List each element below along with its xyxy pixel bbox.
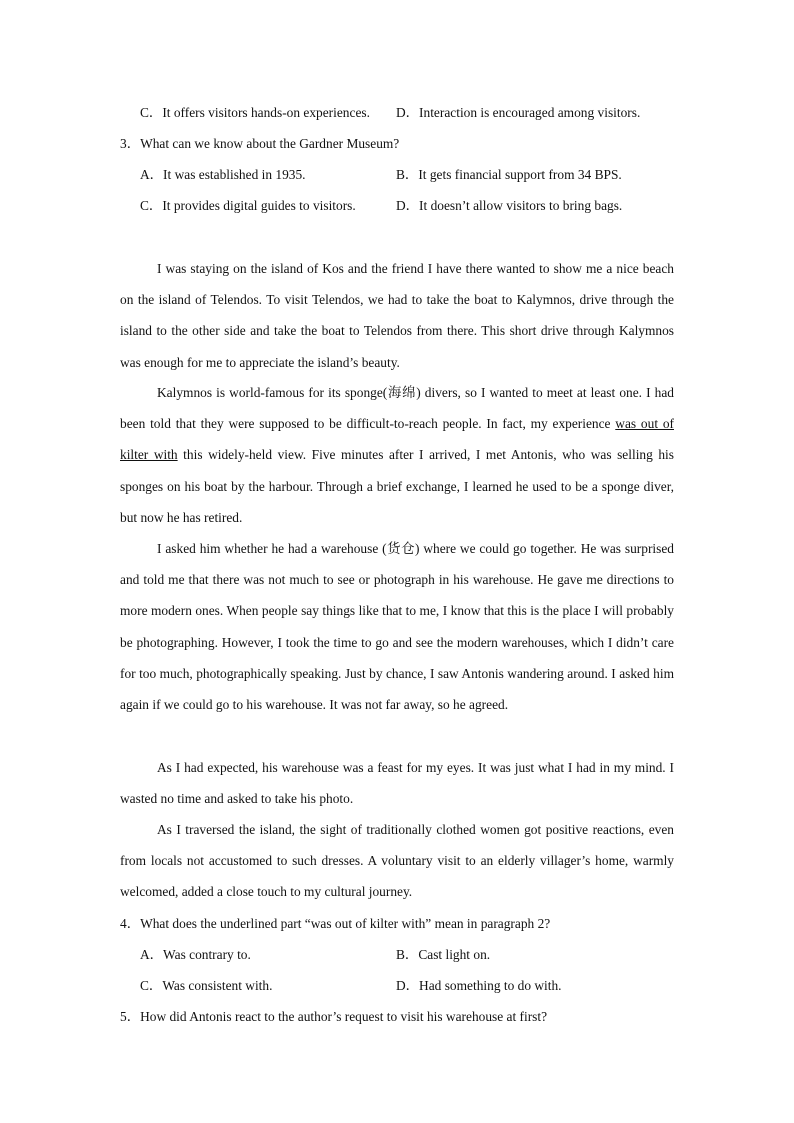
passage-paragraph-3: I asked him whether he had a warehouse (货仓) where we could go together. He was surprised and told me that there was not much to see or photograph in his warehouse. He gave me directions to more modern ones. When people say things like that to me, I know that this is the place I will probably be photographing. However, I took the time to go and see the modern warehouses, which I didn’t care for too much, photographically speaking. Just by chance, I saw Antonis wandering around. I asked him again if we could go to his warehouse. It was not far away, so he agreed. (120, 541, 674, 713)
q4-stem: 4．What does the underlined part “was out of kilter with” mean in paragraph 2? (120, 916, 551, 931)
passage-paragraph-1: I was staying on the island of Kos and the friend I have there wanted to show me a nice beach on the island of Telendos. To visit Telendos, we had to take the boat to Kalymnos, drive through the island to the other side and take the boat to Telendos from there. This short drive through Kalymnos was enough for me to appreciate the island’s beauty. (120, 261, 674, 370)
q3-option-c: C．It provides digital guides to visitors. (140, 198, 356, 213)
passage-paragraph-4: As I had expected, his warehouse was a feast for my eyes. It was just what I had in my mind. I wasted no time and asked to take his photo. (120, 760, 674, 807)
q3-stem: 3．What can we know about the Gardner Museum? (120, 136, 400, 151)
q4-option-b: B．Cast light on. (396, 947, 491, 962)
q5-stem: 5．How did Antonis react to the author’s request to visit his warehouse at first? (120, 1009, 548, 1024)
q4-option-c: C．Was consistent with. (140, 978, 273, 993)
q3-option-a: A．It was established in 1935. (140, 167, 306, 182)
q3-option-d: D．It doesn’t allow visitors to bring bags. (396, 198, 623, 213)
q4-option-a: A．Was contrary to. (140, 947, 251, 962)
paragraph-2-text-before: Kalymnos is world-famous for its sponge(海绵) divers, so I wanted to meet at least one. I had been told that they were supposed to be difficult-to-reach people. In fact, my experience (120, 385, 674, 432)
q4-option-d: D．Had something to do with. (396, 978, 562, 993)
passage-paragraph-5: As I traversed the island, the sight of traditionally clothed women got positive reactions, even from locals not accustomed to such dresses. A voluntary visit to an elderly villager’s home, warmly welcomed, added a close touch to my cultural journey. (120, 822, 674, 900)
underlined-phrase: was out of kilter with (120, 416, 674, 463)
paragraph-2-text-after: this widely-held view. Five minutes after I arrived, I met Antonis, who was selling his sponges on his boat by the harbour. Through a brief exchange, I learned he used to be a sponge diver, but now he has retired. (120, 447, 674, 525)
q2-option-c: C．It offers visitors hands-on experiences. (140, 105, 370, 120)
passage-paragraph-2 (120, 377, 674, 533)
q2-option-d: D．Interaction is encouraged among visitors. (396, 105, 641, 120)
q3-option-b: B．It gets financial support from 34 BPS. (396, 167, 622, 182)
